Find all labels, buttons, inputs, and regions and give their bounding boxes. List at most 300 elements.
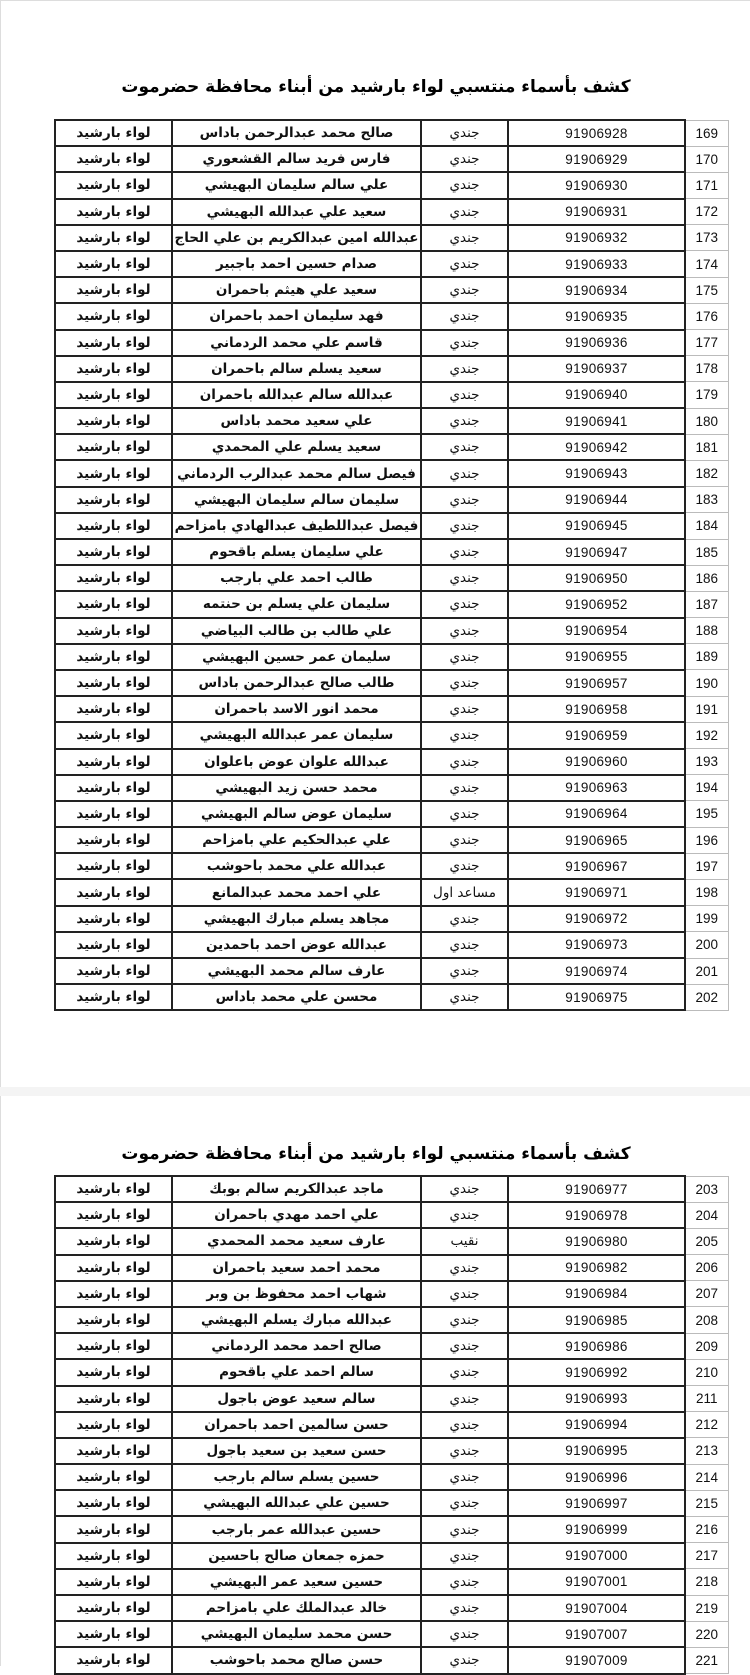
row-number-cell: 194 (685, 775, 728, 801)
military-number-cell: 91906975 (508, 984, 685, 1010)
rank-cell: جندي (421, 932, 508, 958)
row-number-cell: 196 (685, 827, 728, 853)
table-row (55, 1516, 728, 1542)
row-number-cell: 213 (685, 1438, 728, 1464)
name-cell: علي احمد مهدي باحمران (172, 1202, 421, 1228)
name-cell: حسين عبدالله عمر بارجب (172, 1516, 421, 1542)
unit-cell: لواء بارشيد (55, 749, 172, 775)
rank-cell: جندي (421, 1333, 508, 1359)
rank-cell: جندي (421, 1255, 508, 1281)
name-cell: مجاهد يسلم مبارك البهيشي (172, 906, 421, 932)
unit-cell: لواء بارشيد (55, 670, 172, 696)
unit-cell: لواء بارشيد (55, 1647, 172, 1673)
table-row (55, 1621, 728, 1647)
military-number-cell: 91906967 (508, 853, 685, 879)
name-cell: صالح احمد محمد الردماني (172, 1333, 421, 1359)
unit-cell: لواء بارشيد (55, 1386, 172, 1412)
table-row (55, 434, 728, 460)
table-row (55, 722, 728, 748)
row-number-cell: 180 (685, 408, 728, 434)
name-cell: علي سعيد محمد باداس (172, 408, 421, 434)
row-number-cell: 172 (685, 199, 728, 225)
row-number-cell: 184 (685, 513, 728, 539)
unit-cell: لواء بارشيد (55, 1412, 172, 1438)
name-cell: عبدالله سالم عبدالله باحمران (172, 382, 421, 408)
name-cell: خالد عبدالملك علي بامزاحم (172, 1595, 421, 1621)
page-title: كشف بأسماء منتسبي لواء بارشيد من أبناء محافظة حضرموت (121, 77, 631, 97)
military-number-cell: 91906972 (508, 906, 685, 932)
table-row (55, 1176, 728, 1202)
name-cell: سليمان عوض سالم البهيشي (172, 801, 421, 827)
military-number-cell: 91906963 (508, 775, 685, 801)
rank-cell: جندي (421, 1647, 508, 1673)
table-row (55, 1307, 728, 1333)
military-number-cell: 91906980 (508, 1228, 685, 1254)
table-row (55, 565, 728, 591)
rank-cell: جندي (421, 1595, 508, 1621)
row-number-cell: 177 (685, 330, 728, 356)
table-row (55, 1595, 728, 1621)
rank-cell: جندي (421, 460, 508, 486)
row-number-cell: 173 (685, 225, 728, 251)
row-number-cell: 204 (685, 1202, 728, 1228)
name-cell: حسن محمد سليمان البهيشي (172, 1621, 421, 1647)
rank-cell: جندي (421, 539, 508, 565)
unit-cell: لواء بارشيد (55, 591, 172, 617)
table-row (55, 1228, 728, 1254)
rank-cell: مساعد اول (421, 879, 508, 905)
rank-cell: جندي (421, 172, 508, 198)
name-cell: محمد احمد سعيد باحمران (172, 1255, 421, 1281)
unit-cell: لواء بارشيد (55, 696, 172, 722)
row-number-cell: 209 (685, 1333, 728, 1359)
row-number-cell: 211 (685, 1386, 728, 1412)
military-number-cell: 91907000 (508, 1543, 685, 1569)
row-number-cell: 174 (685, 251, 728, 277)
military-number-cell: 91907009 (508, 1647, 685, 1673)
rank-cell: جندي (421, 1569, 508, 1595)
row-number-cell: 178 (685, 356, 728, 382)
table-row (55, 749, 728, 775)
row-number-cell: 182 (685, 460, 728, 486)
military-number-cell: 91906958 (508, 696, 685, 722)
unit-cell: لواء بارشيد (55, 801, 172, 827)
unit-cell: لواء بارشيد (55, 1333, 172, 1359)
rank-cell: جندي (421, 513, 508, 539)
rank-cell: جندي (421, 801, 508, 827)
row-number-cell: 220 (685, 1621, 728, 1647)
row-number-cell: 181 (685, 434, 728, 460)
military-number-cell: 91906941 (508, 408, 685, 434)
unit-cell: لواء بارشيد (55, 251, 172, 277)
name-cell: صدام حسين احمد باجبير (172, 251, 421, 277)
unit-cell: لواء بارشيد (55, 513, 172, 539)
rank-cell: جندي (421, 1543, 508, 1569)
name-cell: عبدالله عوض احمد باحمدين (172, 932, 421, 958)
rank-cell: جندي (421, 251, 508, 277)
military-number-cell: 91906999 (508, 1516, 685, 1542)
unit-cell: لواء بارشيد (55, 722, 172, 748)
military-number-cell: 91906997 (508, 1490, 685, 1516)
rank-cell: جندي (421, 984, 508, 1010)
name-cell: فيصل عبداللطيف عبدالهادي بامزاحم (172, 513, 421, 539)
row-number-cell: 200 (685, 932, 728, 958)
row-number-cell: 197 (685, 853, 728, 879)
row-number-cell: 169 (685, 120, 728, 146)
unit-cell: لواء بارشيد (55, 1281, 172, 1307)
roster-table (54, 119, 729, 1011)
military-number-cell: 91906940 (508, 382, 685, 408)
row-number-cell: 176 (685, 303, 728, 329)
unit-cell: لواء بارشيد (55, 1438, 172, 1464)
rank-cell: جندي (421, 330, 508, 356)
unit-cell: لواء بارشيد (55, 775, 172, 801)
unit-cell: لواء بارشيد (55, 382, 172, 408)
row-number-cell: 175 (685, 277, 728, 303)
table-row (55, 827, 728, 853)
rank-cell: جندي (421, 827, 508, 853)
military-number-cell: 91906986 (508, 1333, 685, 1359)
table-row (55, 879, 728, 905)
military-number-cell: 91906930 (508, 172, 685, 198)
table-row (55, 513, 728, 539)
row-number-cell: 208 (685, 1307, 728, 1333)
military-number-cell: 91906992 (508, 1359, 685, 1385)
military-number-cell: 91906942 (508, 434, 685, 460)
unit-cell: لواء بارشيد (55, 356, 172, 382)
row-number-cell: 198 (685, 879, 728, 905)
unit-cell: لواء بارشيد (55, 1516, 172, 1542)
table-row (55, 1438, 728, 1464)
unit-cell: لواء بارشيد (55, 1228, 172, 1254)
name-cell: عبدالله امين عبدالكريم بن علي الحاج (172, 225, 421, 251)
table-row (55, 382, 728, 408)
unit-cell: لواء بارشيد (55, 172, 172, 198)
table-row (55, 1202, 728, 1228)
table-row (55, 251, 728, 277)
unit-cell: لواء بارشيد (55, 1543, 172, 1569)
rank-cell: جندي (421, 120, 508, 146)
military-number-cell: 91906933 (508, 251, 685, 277)
military-number-cell: 91906928 (508, 120, 685, 146)
row-number-cell: 214 (685, 1464, 728, 1490)
unit-cell: لواء بارشيد (55, 853, 172, 879)
name-cell: سعيد يسلم سالم باحمران (172, 356, 421, 382)
unit-cell: لواء بارشيد (55, 827, 172, 853)
row-number-cell: 170 (685, 146, 728, 172)
name-cell: فارس فريد سالم القشعوري (172, 146, 421, 172)
unit-cell: لواء بارشيد (55, 1255, 172, 1281)
rank-cell: جندي (421, 1202, 508, 1228)
military-number-cell: 91906937 (508, 356, 685, 382)
military-number-cell: 91906984 (508, 1281, 685, 1307)
page-separator (0, 1087, 750, 1096)
name-cell: فهد سليمان احمد باحمران (172, 303, 421, 329)
rank-cell: جندي (421, 1412, 508, 1438)
military-number-cell: 91906994 (508, 1412, 685, 1438)
table-row (55, 172, 728, 198)
table-row (55, 539, 728, 565)
rank-cell: جندي (421, 199, 508, 225)
name-cell: طالب صالح عبدالرحمن باداس (172, 670, 421, 696)
unit-cell: لواء بارشيد (55, 1202, 172, 1228)
rank-cell: جندي (421, 356, 508, 382)
name-cell: صالح محمد عبدالرحمن باداس (172, 120, 421, 146)
rank-cell: جندي (421, 1386, 508, 1412)
military-number-cell: 91906931 (508, 199, 685, 225)
unit-cell: لواء بارشيد (55, 984, 172, 1010)
name-cell: سالم سعيد عوض باجول (172, 1386, 421, 1412)
name-cell: محسن علي محمد باداس (172, 984, 421, 1010)
name-cell: علي طالب بن طالب البياضي (172, 618, 421, 644)
rank-cell: جندي (421, 487, 508, 513)
name-cell: فيصل سالم محمد عبدالرب الردماني (172, 460, 421, 486)
unit-cell: لواء بارشيد (55, 277, 172, 303)
table-row (55, 1255, 728, 1281)
name-cell: علي احمد محمد عبدالمانع (172, 879, 421, 905)
table-row (55, 120, 728, 146)
row-number-cell: 171 (685, 172, 728, 198)
table-row (55, 1490, 728, 1516)
rank-cell: جندي (421, 958, 508, 984)
rank-cell: جندي (421, 1281, 508, 1307)
table-row (55, 696, 728, 722)
row-number-cell: 205 (685, 1228, 728, 1254)
row-number-cell: 195 (685, 801, 728, 827)
table-row (55, 670, 728, 696)
name-cell: سالم احمد علي باقحوم (172, 1359, 421, 1385)
row-number-cell: 212 (685, 1412, 728, 1438)
unit-cell: لواء بارشيد (55, 644, 172, 670)
name-cell: سليمان عمر عبدالله البهيشي (172, 722, 421, 748)
military-number-cell: 91906945 (508, 513, 685, 539)
unit-cell: لواء بارشيد (55, 906, 172, 932)
name-cell: حسن سعيد بن سعيد باجول (172, 1438, 421, 1464)
rank-cell: جندي (421, 696, 508, 722)
unit-cell: لواء بارشيد (55, 434, 172, 460)
row-number-cell: 216 (685, 1516, 728, 1542)
table-row (55, 1359, 728, 1385)
unit-cell: لواء بارشيد (55, 565, 172, 591)
table-row (55, 853, 728, 879)
military-number-cell: 91906929 (508, 146, 685, 172)
unit-cell: لواء بارشيد (55, 1621, 172, 1647)
table-row (55, 487, 728, 513)
table-row (55, 1386, 728, 1412)
name-cell: عبدالله علي محمد باحوشب (172, 853, 421, 879)
military-number-cell: 91907007 (508, 1621, 685, 1647)
rank-cell: جندي (421, 722, 508, 748)
rank-cell: جندي (421, 1464, 508, 1490)
military-number-cell: 91906954 (508, 618, 685, 644)
row-number-cell: 210 (685, 1359, 728, 1385)
table-row (55, 591, 728, 617)
row-number-cell: 207 (685, 1281, 728, 1307)
unit-cell: لواء بارشيد (55, 1176, 172, 1202)
rank-cell: جندي (421, 225, 508, 251)
unit-cell: لواء بارشيد (55, 1359, 172, 1385)
rank-cell: جندي (421, 749, 508, 775)
unit-cell: لواء بارشيد (55, 120, 172, 146)
military-number-cell: 91906952 (508, 591, 685, 617)
name-cell: طالب احمد علي بارجب (172, 565, 421, 591)
table-row (55, 303, 728, 329)
table-row (55, 958, 728, 984)
row-number-cell: 191 (685, 696, 728, 722)
row-number-cell: 183 (685, 487, 728, 513)
unit-cell: لواء بارشيد (55, 408, 172, 434)
table-row (55, 984, 728, 1010)
name-cell: سعيد علي عبدالله البهيشي (172, 199, 421, 225)
military-number-cell: 91906982 (508, 1255, 685, 1281)
name-cell: علي سالم سليمان البهيشي (172, 172, 421, 198)
name-cell: عارف سالم محمد البهيشي (172, 958, 421, 984)
table-row (55, 1464, 728, 1490)
military-number-cell: 91906964 (508, 801, 685, 827)
unit-cell: لواء بارشيد (55, 1464, 172, 1490)
table-row (55, 801, 728, 827)
unit-cell: لواء بارشيد (55, 618, 172, 644)
row-number-cell: 206 (685, 1255, 728, 1281)
military-number-cell: 91906965 (508, 827, 685, 853)
name-cell: حسين علي عبدالله البهيشي (172, 1490, 421, 1516)
table-row (55, 225, 728, 251)
row-number-cell: 217 (685, 1543, 728, 1569)
table-row (55, 1333, 728, 1359)
rank-cell: جندي (421, 1621, 508, 1647)
name-cell: شهاب احمد محفوظ بن وبر (172, 1281, 421, 1307)
rank-cell: جندي (421, 408, 508, 434)
rank-cell: جندي (421, 303, 508, 329)
roster-table (54, 1175, 729, 1675)
row-number-cell: 187 (685, 591, 728, 617)
row-number-cell: 218 (685, 1569, 728, 1595)
table-row (55, 146, 728, 172)
military-number-cell: 91907001 (508, 1569, 685, 1595)
row-number-cell: 186 (685, 565, 728, 591)
table-row (55, 906, 728, 932)
name-cell: محمد انور الاسد باحمران (172, 696, 421, 722)
military-number-cell: 91906985 (508, 1307, 685, 1333)
rank-cell: جندي (421, 591, 508, 617)
military-number-cell: 91906935 (508, 303, 685, 329)
name-cell: قاسم علي محمد الردماني (172, 330, 421, 356)
row-number-cell: 201 (685, 958, 728, 984)
name-cell: سليمان عمر حسين البهيشي (172, 644, 421, 670)
rank-cell: جندي (421, 277, 508, 303)
military-number-cell: 91906950 (508, 565, 685, 591)
row-number-cell: 188 (685, 618, 728, 644)
unit-cell: لواء بارشيد (55, 1307, 172, 1333)
row-number-cell: 215 (685, 1490, 728, 1516)
row-number-cell: 192 (685, 722, 728, 748)
unit-cell: لواء بارشيد (55, 460, 172, 486)
military-number-cell: 91906973 (508, 932, 685, 958)
rank-cell: جندي (421, 146, 508, 172)
military-number-cell: 91906955 (508, 644, 685, 670)
unit-cell: لواء بارشيد (55, 879, 172, 905)
unit-cell: لواء بارشيد (55, 958, 172, 984)
row-number-cell: 219 (685, 1595, 728, 1621)
military-number-cell: 91906957 (508, 670, 685, 696)
rank-cell: جندي (421, 618, 508, 644)
table-row (55, 644, 728, 670)
rank-cell: جندي (421, 1490, 508, 1516)
rank-cell: جندي (421, 1176, 508, 1202)
unit-cell: لواء بارشيد (55, 1490, 172, 1516)
name-cell: حسين سعيد عمر البهيشي (172, 1569, 421, 1595)
name-cell: حسين يسلم سالم بارجب (172, 1464, 421, 1490)
name-cell: سليمان سالم سليمان البهيشي (172, 487, 421, 513)
unit-cell: لواء بارشيد (55, 199, 172, 225)
row-number-cell: 203 (685, 1176, 728, 1202)
military-number-cell: 91906936 (508, 330, 685, 356)
rank-cell: جندي (421, 670, 508, 696)
row-number-cell: 202 (685, 984, 728, 1010)
name-cell: سليمان علي يسلم بن حنتمه (172, 591, 421, 617)
military-number-cell: 91906995 (508, 1438, 685, 1464)
unit-cell: لواء بارشيد (55, 146, 172, 172)
row-number-cell: 221 (685, 1647, 728, 1673)
name-cell: حمزه جمعان صالح باحسين (172, 1543, 421, 1569)
name-cell: سعيد يسلم علي المحمدي (172, 434, 421, 460)
military-number-cell: 91906959 (508, 722, 685, 748)
name-cell: ماجد عبدالكريم سالم بوبك (172, 1176, 421, 1202)
table-row (55, 1543, 728, 1569)
unit-cell: لواء بارشيد (55, 1595, 172, 1621)
rank-cell: جندي (421, 382, 508, 408)
table-row (55, 1647, 728, 1673)
table-row (55, 460, 728, 486)
table-row (55, 932, 728, 958)
unit-cell: لواء بارشيد (55, 303, 172, 329)
table-row (55, 408, 728, 434)
rank-cell: جندي (421, 1516, 508, 1542)
unit-cell: لواء بارشيد (55, 225, 172, 251)
row-number-cell: 189 (685, 644, 728, 670)
rank-cell: نقيب (421, 1228, 508, 1254)
table-row (55, 199, 728, 225)
rank-cell: جندي (421, 644, 508, 670)
military-number-cell: 91906943 (508, 460, 685, 486)
military-number-cell: 91906977 (508, 1176, 685, 1202)
row-number-cell: 179 (685, 382, 728, 408)
name-cell: عبدالله علوان عوض باعلوان (172, 749, 421, 775)
military-number-cell: 91906944 (508, 487, 685, 513)
name-cell: علي سليمان يسلم باقحوم (172, 539, 421, 565)
row-number-cell: 199 (685, 906, 728, 932)
rank-cell: جندي (421, 775, 508, 801)
rank-cell: جندي (421, 1307, 508, 1333)
table-row (55, 330, 728, 356)
rank-cell: جندي (421, 1359, 508, 1385)
table-row (55, 1281, 728, 1307)
row-number-cell: 193 (685, 749, 728, 775)
unit-cell: لواء بارشيد (55, 539, 172, 565)
table-row (55, 1569, 728, 1595)
row-number-cell: 185 (685, 539, 728, 565)
table-row (55, 618, 728, 644)
rank-cell: جندي (421, 1438, 508, 1464)
rank-cell: جندي (421, 434, 508, 460)
military-number-cell: 91907004 (508, 1595, 685, 1621)
table-row (55, 775, 728, 801)
unit-cell: لواء بارشيد (55, 330, 172, 356)
unit-cell: لواء بارشيد (55, 932, 172, 958)
military-number-cell: 91906974 (508, 958, 685, 984)
military-number-cell: 91906993 (508, 1386, 685, 1412)
name-cell: سعيد علي هيثم باحمران (172, 277, 421, 303)
